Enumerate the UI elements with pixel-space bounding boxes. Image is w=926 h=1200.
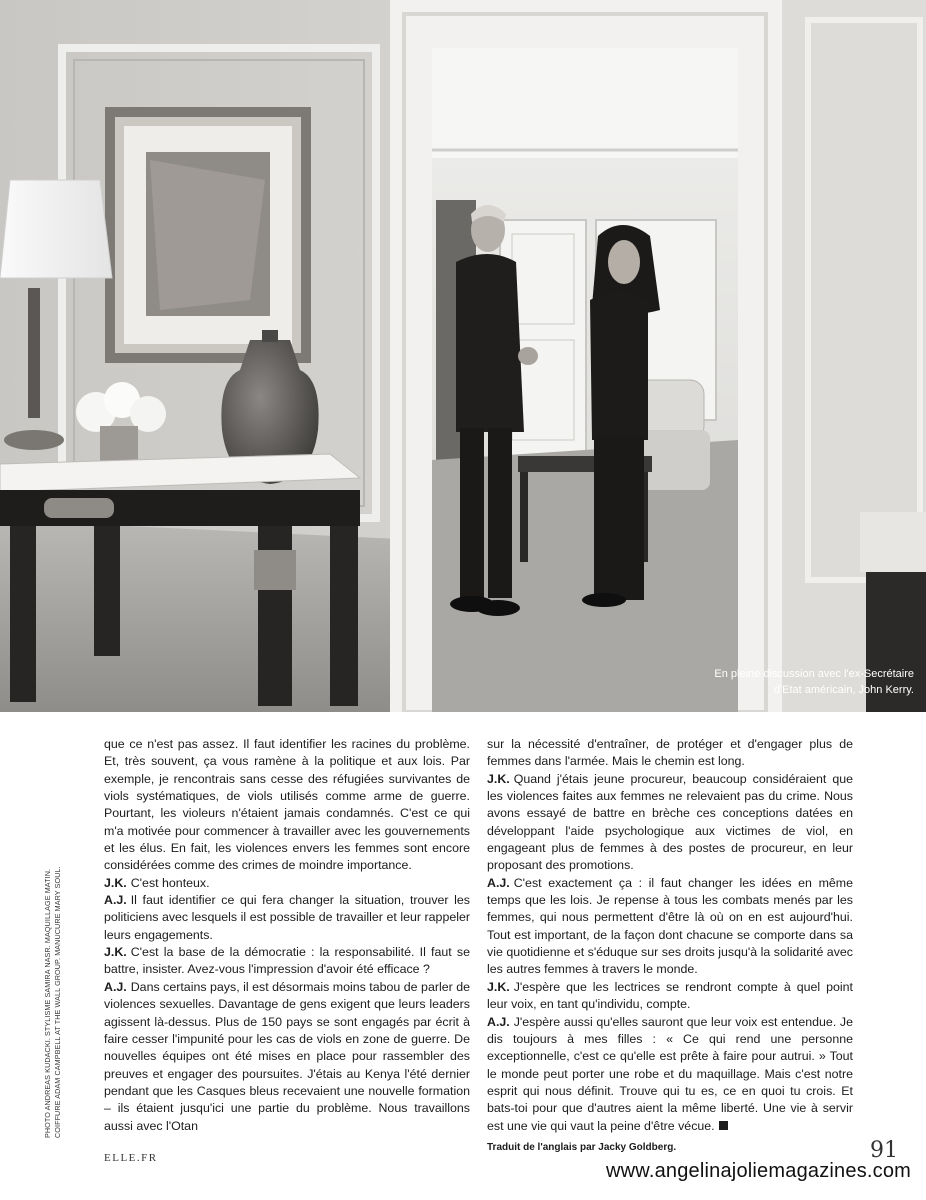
end-of-article-mark (719, 1121, 728, 1130)
speaker-label: A.J. (104, 893, 127, 908)
speaker-label: J.K. (487, 979, 510, 994)
page-number: 91 (870, 1138, 898, 1163)
paragraph (487, 875, 853, 979)
paragraph-text: C'est exactement ça : il faut changer les idées en même temps que les lois. Je repense à tous les combats menés par les femmes, qui nous permettent d'être là où on en est aujourd'hui. Tout est important, de la façon dont chacune se comporte dans sa vie quotidienne et s'éduque sur ses droits jusqu'à la solidarité avec les autres femmes à travers le monde. (487, 875, 853, 977)
paragraph-text: C'est honteux. (130, 875, 210, 890)
speaker-label: A.J. (104, 979, 127, 994)
photo-credits (43, 818, 63, 1138)
paragraph-text: J'espère aussi qu'elles sauront que leur voix est entendue. Je dis toujours à mes filles : « Ce qui rend une personne exceptionnelle, c'est ce qu'elle est prête à faire pour autrui. » Tout le monde peut porter une robe et du maquillage. Mais c'est notre esprit qui nous définit. Trouve qui tu es, ce en quoi tu crois. Et bats-toi pour que d'autres aient la même liberté. Une vie à servir est une vie qui vaut la peine d'être vécue. (487, 1014, 853, 1133)
article-column-left (104, 736, 470, 1135)
paragraph (104, 892, 470, 944)
paragraph: que ce n'est pas assez. Il faut identifier les racines du problème. Et, très souvent, ça vous ramène à la politique et aux lois. Par exemple, je rencontrais sans cesse des réfugiées survivantes de viols systématiques, de viols utilisés comme arme de guerre. Pourtant, les violeurs n'étaient jamais condamnés. C'est ce qui m'a motivée pour commencer à travailler avec les gouvernements et les élus. En fait, les violences envers les femmes sont encore considérées comme des crimes de moindre importance. (104, 737, 470, 873)
speaker-label: A.J. (487, 1014, 510, 1029)
speaker-label: J.K. (104, 945, 127, 960)
photo-caption (654, 666, 914, 698)
paragraph (104, 875, 470, 892)
paragraph (487, 979, 853, 1014)
paragraph-text: C'est la base de la démocratie : la responsabilité. Il faut se battre, insister. Avez-vous l'impression d'avoir été efficace ? (104, 945, 470, 977)
caption-line: d'Etat américain, John Kerry. (773, 684, 914, 696)
footer-brand: ELLE.FR (104, 1152, 158, 1164)
credits-line: COIFFURE ADAM CAMPBELL AT THE WALL GROUP. MANUCURE MARY SOUL. (53, 866, 62, 1138)
paragraph (487, 771, 853, 875)
paragraph (104, 944, 470, 979)
paragraph-text: Dans certains pays, il est désormais moins tabou de parler de violences sexuelles. Davantage de gens exigent que leurs leaders agissent là-dessus. Plus de 150 pays se sont engagés par écrit à faire cesser l'impunité pour les cas de viols en zone de guerre. De nouvelles équipes ont été mises en place pour rassembler des preuves et engager des poursuites. J'étais au Kenya l'été dernier pendant que les Casques bleus recevaient une nouvelle formation – ils étaient jusqu'ici une partie du problème. Nous travaillons aussi avec l'Otan (104, 979, 470, 1133)
speaker-label: J.K. (487, 771, 510, 786)
translator-credit: Traduit de l'anglais par Jacky Goldberg. (487, 1141, 677, 1153)
paragraph-text: Quand j'étais jeune procureur, beaucoup considéraient que les violences faites aux femmes ne relevaient pas du crime. Nous avons essayé de battre en brèche ces conceptions datées en développant l'aide psychologique aux victimes de viol, en engageant plus de femmes à des postes de procureur, en leur proposant des promotions. (487, 771, 853, 873)
paragraph-text: J'espère que les lectrices se rendront compte à quel point leur voix, en tant qu'individu, compte. (487, 979, 853, 1012)
speaker-label: A.J. (487, 875, 510, 890)
speaker-label: J.K. (104, 875, 127, 890)
paragraph-text: Il faut identifier ce qui fera changer la situation, trouver les politiciens avec lesquels il est possible de travailler et leur rappeler leurs engagements. (104, 893, 470, 942)
paragraph: sur la nécessité d'entraîner, de protéger et d'engager plus de femmes dans l'armée. Mais le chemin est long. (487, 737, 853, 769)
paragraph (487, 1014, 853, 1135)
article-column-right (487, 736, 853, 1156)
paragraph (104, 979, 470, 1135)
credits-line: PHOTO ANDREAS KUDACKI. STYLISME SAMIRA NASR. MAQUILLAGE MATIN. (43, 868, 52, 1138)
watermark-url: www.angelinajoliemagazines.com (606, 1160, 912, 1182)
caption-line: En pleine discussion avec l'ex-Secrétaire (714, 668, 914, 680)
